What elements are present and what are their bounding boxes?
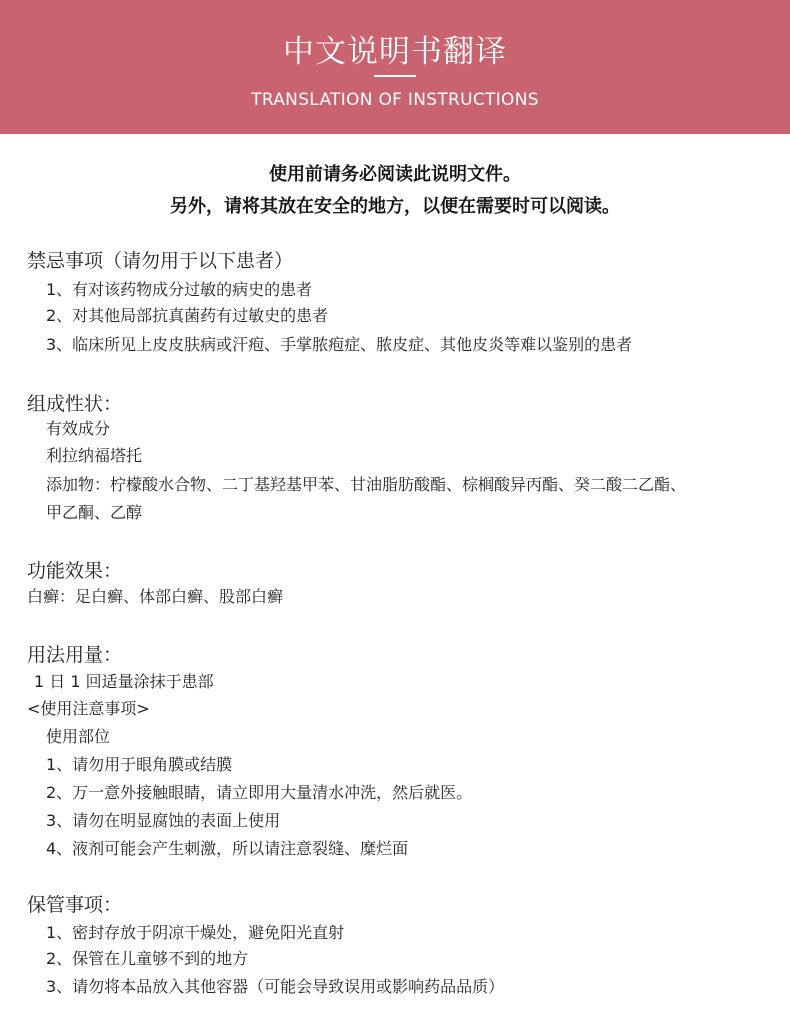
storage-heading: 保管事项：: [27, 894, 123, 916]
contraindications-heading: 禁忌事项（请勿用于以下患者）: [27, 250, 294, 272]
contraindication-item: 1、有对该药物成分过敏的病史的患者: [46, 280, 313, 299]
dosage-text: 1 日 1 回适量涂抹于患部: [34, 672, 214, 691]
additives-line-2: 甲乙酮、乙醇: [46, 503, 143, 522]
usage-note-item: 3、请勿在明显腐蚀的表面上使用: [46, 811, 281, 830]
contraindication-item: 3、临床所见上皮皮肤病或汗疱、手掌脓疱症、脓皮症、其他皮炎等难以鉴别的患者: [46, 335, 633, 354]
usage-note-item: 4、液剂可能会产生刺激，所以请注意裂缝、糜烂面: [46, 839, 409, 858]
title-divider: [374, 75, 416, 77]
storage-item: 1、密封存放于阴凉干燥处，避免阳光直射: [46, 923, 345, 942]
usage-note-item: 1、请勿用于眼角膜或结膜: [46, 755, 233, 774]
header-banner: [0, 0, 790, 134]
usage-heading: 用法用量：: [27, 644, 123, 666]
contraindication-item: 2、对其他局部抗真菌药有过敏史的患者: [46, 306, 329, 325]
usage-site-label: 使用部位: [46, 727, 111, 746]
active-ingredient-label: 有效成分: [46, 419, 111, 438]
storage-item: 2、保管在儿童够不到的地方: [46, 949, 249, 968]
storage-item: 3、请勿将本品放入其他容器（可能会导致误用或影响药品品质）: [46, 977, 505, 996]
effects-text: 白癣：足白癣、体部白癣、股部白癣: [27, 587, 284, 606]
page-subtitle: TRANSLATION OF INSTRUCTIONS: [251, 90, 539, 110]
notice-line-2: 另外，请将其放在安全的地方，以便在需要时可以阅读。: [170, 196, 620, 217]
page-title: 中文说明书翻译: [283, 34, 507, 70]
usage-note-item: 2、万一意外接触眼睛，请立即用大量清水冲洗，然后就医。: [46, 783, 473, 802]
active-ingredient-value: 利拉纳福塔托: [46, 446, 143, 465]
composition-heading: 组成性状：: [27, 393, 123, 415]
additives-line-1: 添加物：柠檬酸水合物、二丁基羟基甲苯、甘油脂肪酸酯、棕榈酸异丙酯、癸二酸二乙酯、: [46, 475, 687, 494]
notice-line-1: 使用前请务必阅读此说明文件。: [269, 164, 521, 185]
usage-notes-heading: <使用注意事项>: [27, 699, 150, 718]
effects-heading: 功能效果：: [27, 560, 123, 582]
